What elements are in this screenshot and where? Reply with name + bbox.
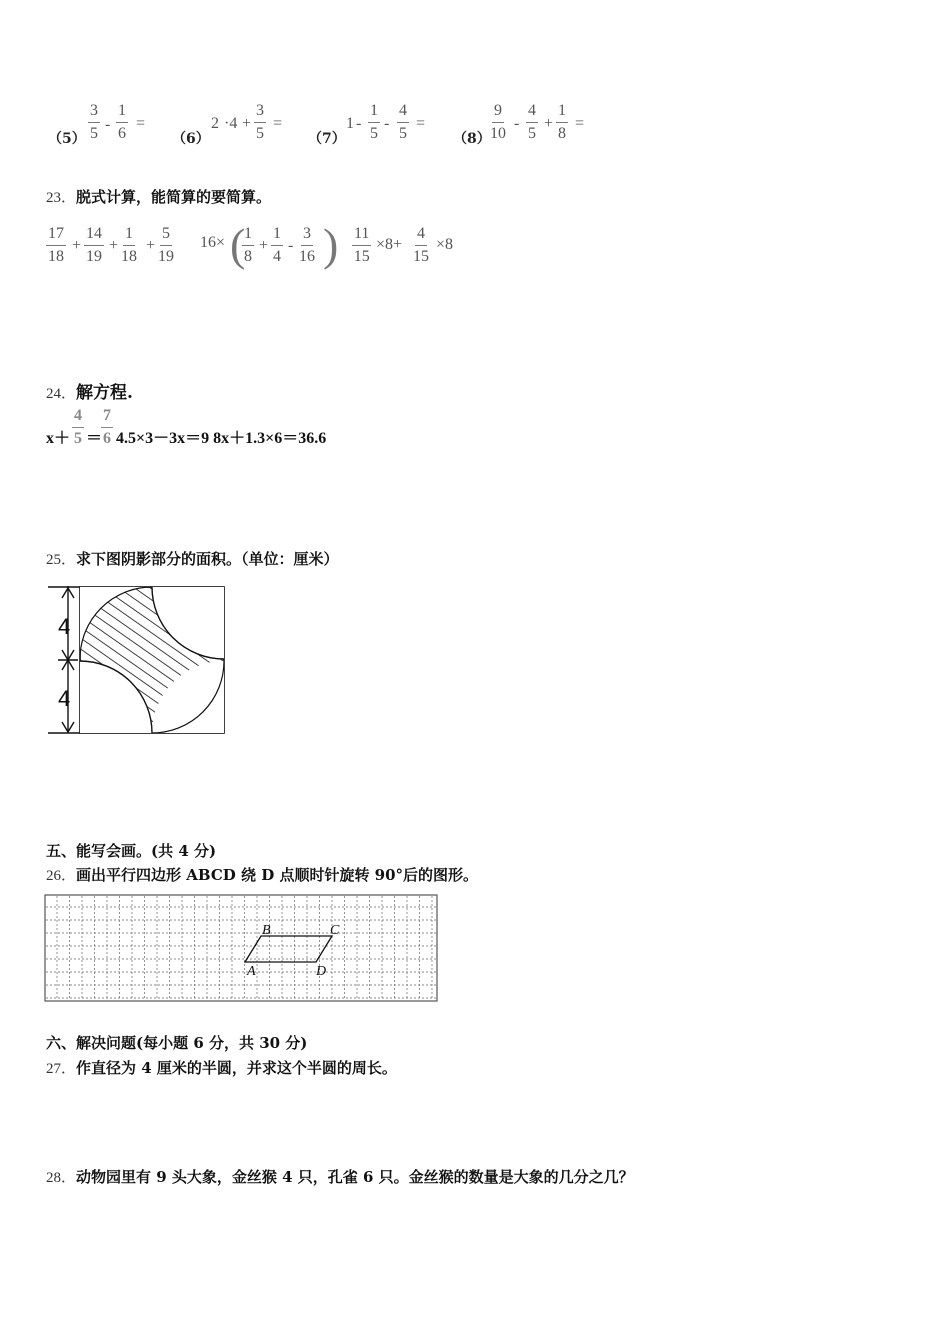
section-6-title: 六、解决问题(每小题 6 分，共 30 分) <box>46 1034 308 1052</box>
fraction: $\frac{4}{5}$ <box>399 102 407 142</box>
number: 2 <box>211 115 219 132</box>
fraction: $\frac{3}{5}$ <box>256 102 264 142</box>
fraction: $\frac{1}{18}$ <box>121 225 137 265</box>
fraction: $\frac{1}{4}$ <box>273 225 281 265</box>
q23-heading: 23．脱式计算，能简算的要简算。 <box>46 188 272 206</box>
operator: ×8 <box>436 236 454 253</box>
fraction: $\frac{17}{18}$ <box>48 225 64 265</box>
q28-text: 28．动物园里有 9 头大象，金丝猴 4 只，孔雀 6 只。金丝猴的数量是大象的几分之几？ <box>46 1168 634 1186</box>
eq-rest: 4.5×3－3x＝9 8x＋1.3×6＝36.6 <box>116 430 327 447</box>
fraction: $\frac{11}{15}$ <box>353 225 370 265</box>
fraction: $\frac{7}{6}$ <box>103 407 111 447</box>
q24-heading: 24．解方程. <box>46 383 133 403</box>
fraction: $\frac{1}{8}$ <box>558 102 566 142</box>
number: 1 <box>346 115 354 132</box>
operator: + <box>259 237 269 254</box>
fraction: $\frac{1}{8}$ <box>244 225 252 265</box>
fraction: $\frac{1}{6}$ <box>118 102 126 142</box>
item-5-label: （5） <box>48 131 86 147</box>
fraction: $\frac{4}{5}$ <box>74 407 82 447</box>
operator: + <box>146 237 156 254</box>
operator: - <box>288 237 294 254</box>
operator: = <box>575 115 585 132</box>
fraction: $\frac{1}{5}$ <box>370 102 378 142</box>
item-6-label: （6） <box>172 131 210 147</box>
fraction: $\frac{3}{16}$ <box>299 225 315 265</box>
vertex-b-label: B <box>262 923 271 938</box>
number: ·4 <box>224 115 238 132</box>
left-paren: ( <box>230 219 246 270</box>
section-5-title: 五、能写会画。(共 4 分) <box>46 842 217 860</box>
fraction: $\frac{3}{5}$ <box>90 102 98 142</box>
fraction: $\frac{5}{19}$ <box>158 225 174 265</box>
operator: - <box>514 115 520 132</box>
shaded-area-figure <box>44 580 230 740</box>
right-paren: ) <box>323 219 339 270</box>
q26-heading: 26．画出平行四边形 ABCD 绕 D 点顺时针旋转 90°后的图形。 <box>46 866 479 884</box>
fraction: $\frac{9}{10}$ <box>490 102 506 142</box>
q27-text: 27．作直径为 4 厘米的半圆，并求这个半圆的周长。 <box>46 1059 397 1077</box>
operator: - <box>356 115 362 132</box>
operator: = <box>136 115 146 132</box>
operator: = <box>273 115 283 132</box>
operator: + <box>544 115 554 132</box>
eq-a-mid: ＝ <box>86 430 103 447</box>
vertex-d-label: D <box>316 964 327 979</box>
grid-figure <box>44 894 440 1004</box>
operator: = <box>416 115 426 132</box>
fraction: $\frac{4}{15}$ <box>413 225 429 265</box>
dim-label-bottom: 4 <box>58 686 71 711</box>
operator: + <box>109 237 119 254</box>
item-8-label: （8） <box>453 131 491 147</box>
fraction: $\frac{4}{5}$ <box>528 102 536 142</box>
lead: 16× <box>200 234 226 251</box>
dim-label-top: 4 <box>58 614 71 639</box>
vertex-a-label: A <box>247 964 256 979</box>
eq-a-prefix: x＋ <box>46 430 71 447</box>
operator: ×8+ <box>376 236 403 253</box>
q25-heading: 25．求下图阴影部分的面积。（单位：厘米） <box>46 550 339 568</box>
operator: - <box>105 116 111 133</box>
item-7-label: （7） <box>308 131 346 147</box>
vertex-c-label: C <box>330 923 340 938</box>
operator: + <box>242 115 252 132</box>
operator: - <box>384 115 390 132</box>
fraction: $\frac{14}{19}$ <box>86 225 102 265</box>
operator: + <box>72 237 82 254</box>
